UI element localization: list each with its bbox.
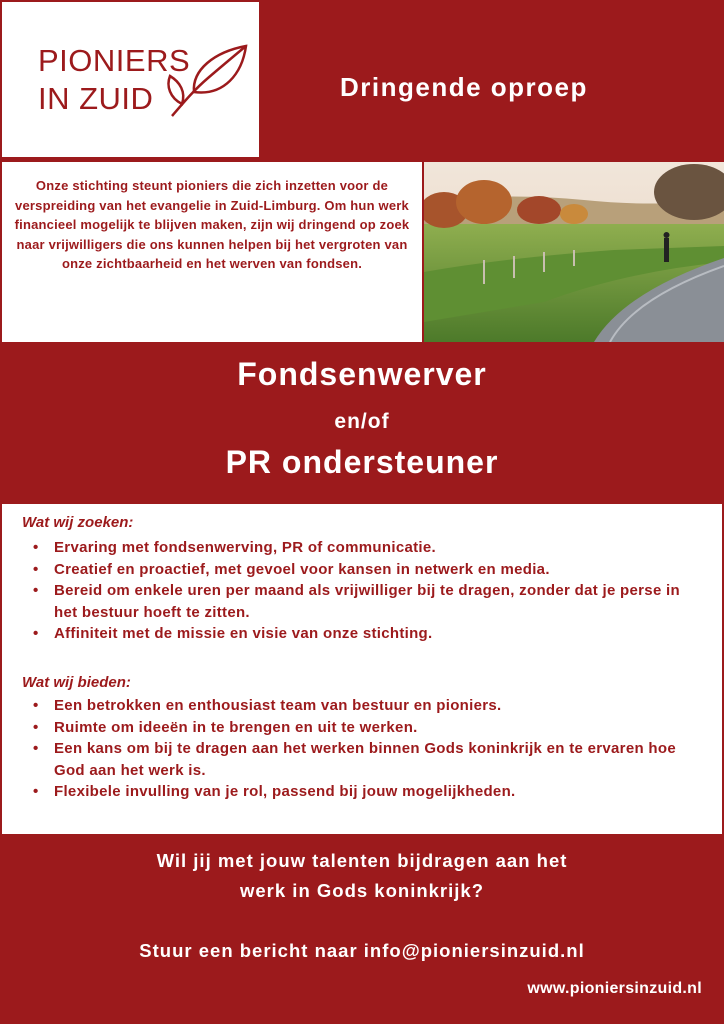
contact-line[interactable]: Stuur een bericht naar info@pioniersinzuid.nl — [139, 940, 585, 961]
offering-heading: Wat wij bieden: — [22, 674, 131, 691]
vacancy-title-secondary: PR ondersteuner — [225, 444, 499, 480]
seeking-heading: Wat wij zoeken: — [22, 514, 134, 531]
urgent-call-heading: Dringende oproep — [340, 72, 588, 102]
leaf-icon — [164, 42, 252, 122]
logo-panel — [2, 2, 259, 157]
website-link[interactable]: www.pioniersinzuid.nl — [527, 980, 702, 997]
list-item: • Creatief en proactief, met gevoel voor kansen in netwerk en media. — [24, 559, 714, 581]
seeking-list — [24, 537, 714, 645]
details-panel — [2, 504, 722, 834]
vacancy-title-connector: en/of — [334, 410, 390, 433]
cta-question-line2: werk in Gods koninkrijk? — [240, 880, 484, 901]
list-item: • Een kans om bij te dragen aan het werken binnen Gods koninkrijk en te ervaren hoe God aan het werk is. — [24, 738, 694, 781]
cta-question-line1: Wil jij met jouw talenten bijdragen aan het — [156, 850, 568, 871]
intro-text: Onze stichting steunt pioniers die zich inzetten voor de verspreiding van het evangelie in Zuid-Limburg. Om hun werk financieel mogelijk te blijven maken, zijn wij dringend op zoek naar vrijwilligers die ons kunnen helpen bij het vergroten van onze zichtbaarheid en het werven van fondsen. — [14, 178, 410, 272]
offering-list — [24, 695, 714, 803]
vacancy-title-primary: Fondsenwerver — [237, 356, 487, 392]
list-item: • Flexibele invulling van je rol, passend bij jouw mogelijkheden. — [24, 781, 714, 803]
list-item: • Bereid om enkele uren per maand als vrijwilliger bij te dragen, zonder dat je perse in het bestuur hoeft te zitten. — [24, 580, 694, 623]
list-item: • Affiniteit met de missie en visie van onze stichting. — [24, 623, 714, 645]
list-item: • Ervaring met fondsenwerving, PR of communicatie. — [24, 537, 714, 559]
list-item: • Een betrokken en enthousiast team van bestuur en pioniers. — [24, 695, 714, 717]
list-item: • Ruimte om ideeën in te brengen en uit te werken. — [24, 717, 714, 739]
landscape-photo — [424, 162, 724, 342]
logo-wordmark: PIONIERS IN ZUID — [38, 43, 191, 116]
intro-panel — [2, 162, 422, 342]
